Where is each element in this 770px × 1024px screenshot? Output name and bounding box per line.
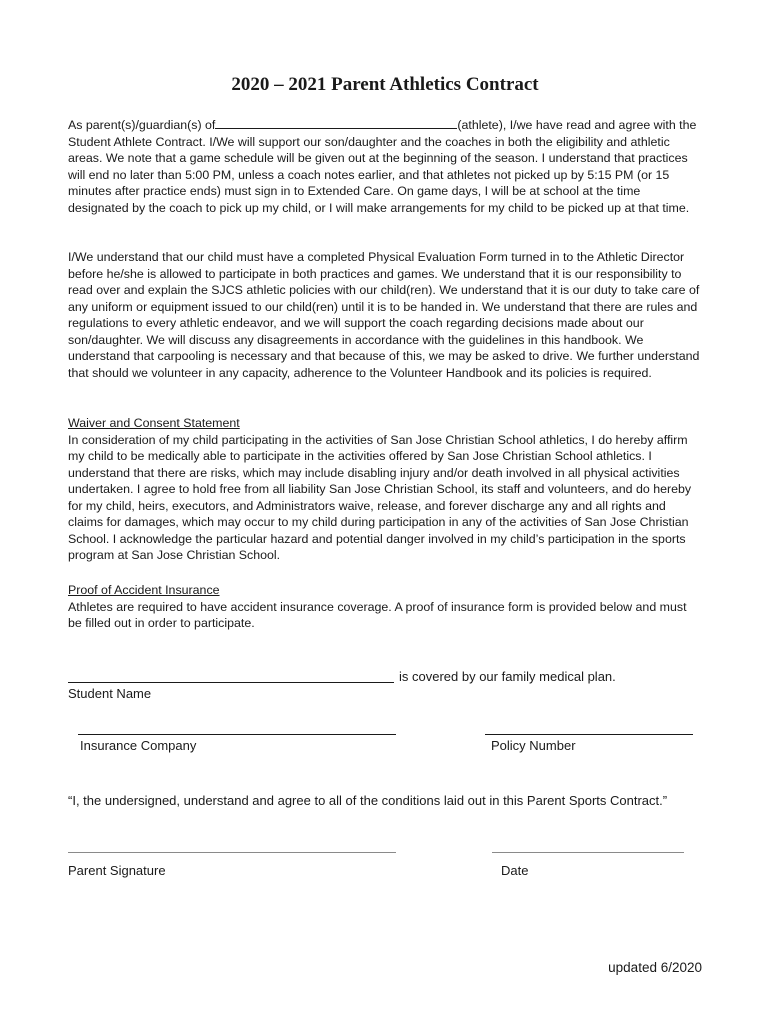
student-name-label: Student Name	[68, 686, 152, 701]
insurance-text: Athletes are required to have accident insurance coverage. A proof of insurance form is provided below and must be filled out in order to participate.	[68, 599, 687, 630]
agreement-text: “I, the undersigned, understand and agree to all of the conditions laid out in this Parent Sports Contract.”	[68, 793, 668, 808]
page-title: 2020 – 2021 Parent Athletics Contract	[231, 74, 539, 95]
intro-rest: (athlete), I/we have read and agree with the Student Athlete Contract. I/We will support our son/daughter and the coaches in both the eligibility and athletic areas. We note that a game schedule will be given out at the beginning of the season. I understand that practices will end no later than 5:00 PM, unless a coach notes earlier, and that athletes not picked up by 5:15 PM (or 15 minutes after practice ends) must sign in to Extended Care. On game days, I will be at school at the time designated by the coach to pick up my child, or I will make arrangements for my child to be picked up at that time.	[68, 118, 697, 215]
understanding-paragraph	[68, 249, 702, 381]
insurance-company-field[interactable]	[78, 734, 396, 735]
updated-note: updated 6/2020	[608, 960, 702, 975]
agreement-paragraph	[68, 792, 702, 809]
athlete-name-blank[interactable]	[215, 116, 457, 129]
date-field[interactable]	[492, 852, 684, 853]
insurance-company-label: Insurance Company	[80, 738, 197, 753]
parent-signature-field[interactable]	[68, 852, 396, 853]
policy-number-field[interactable]	[485, 734, 693, 735]
insurance-section	[68, 582, 702, 632]
parent-signature-label: Parent Signature	[68, 863, 166, 878]
insurance-heading: Proof of Accident Insurance	[68, 583, 220, 597]
intro-lead: As parent(s)/guardian(s) of	[68, 118, 216, 132]
waiver-text: In consideration of my child participating in the activities of San Jose Christian School athletics, I do hereby affirm my child to be medically able to participate in the activities offered by San Jose Christian School athletics. I understand that there are risks, which may include disabling injury and/or death involved in all physical activities undertaken. I agree to hold free from all liability San Jose Christian School, its staff and volunteers, and do hereby for my child, heirs, executors, and Administrators waive, release, and forever discharge any and all rights and claims for damages, which may occur to my child during participation in any of the activities of San Jose Christian School. I acknowledge the particular hazard and potential danger involved in my child’s participation in the sports program at San Jose Christian School.	[68, 432, 692, 562]
student-name-field[interactable]	[68, 682, 394, 683]
intro-paragraph	[68, 116, 702, 216]
waiver-heading: Waiver and Consent Statement	[68, 416, 240, 430]
policy-number-label: Policy Number	[491, 738, 576, 753]
understanding-text: I/We understand that our child must have a completed Physical Evaluation Form turned in to the Athletic Director before he/she is allowed to participate in both practices and games. We understand that it is our responsibility to read over and explain the SJCS athletic policies with our child(ren). We understand that it is our duty to take care of any uniform or equipment issued to our child(ren) until it is to be handed in. We understand that there are rules and regulations to every athletic endeavor, and we will support the coach regarding decisions made about our son/daughter. We will discuss any disagreements in accordance with the guidelines in this handbook. We understand that carpooling is necessary and that because of this, we may be asked to drive. We further understand that should we volunteer in any capacity, adherence to the Volunteer Handbook and its policies is required.	[68, 250, 700, 380]
waiver-section	[68, 415, 702, 564]
covered-text: is covered by our family medical plan.	[399, 669, 616, 684]
date-label: Date	[501, 863, 529, 878]
